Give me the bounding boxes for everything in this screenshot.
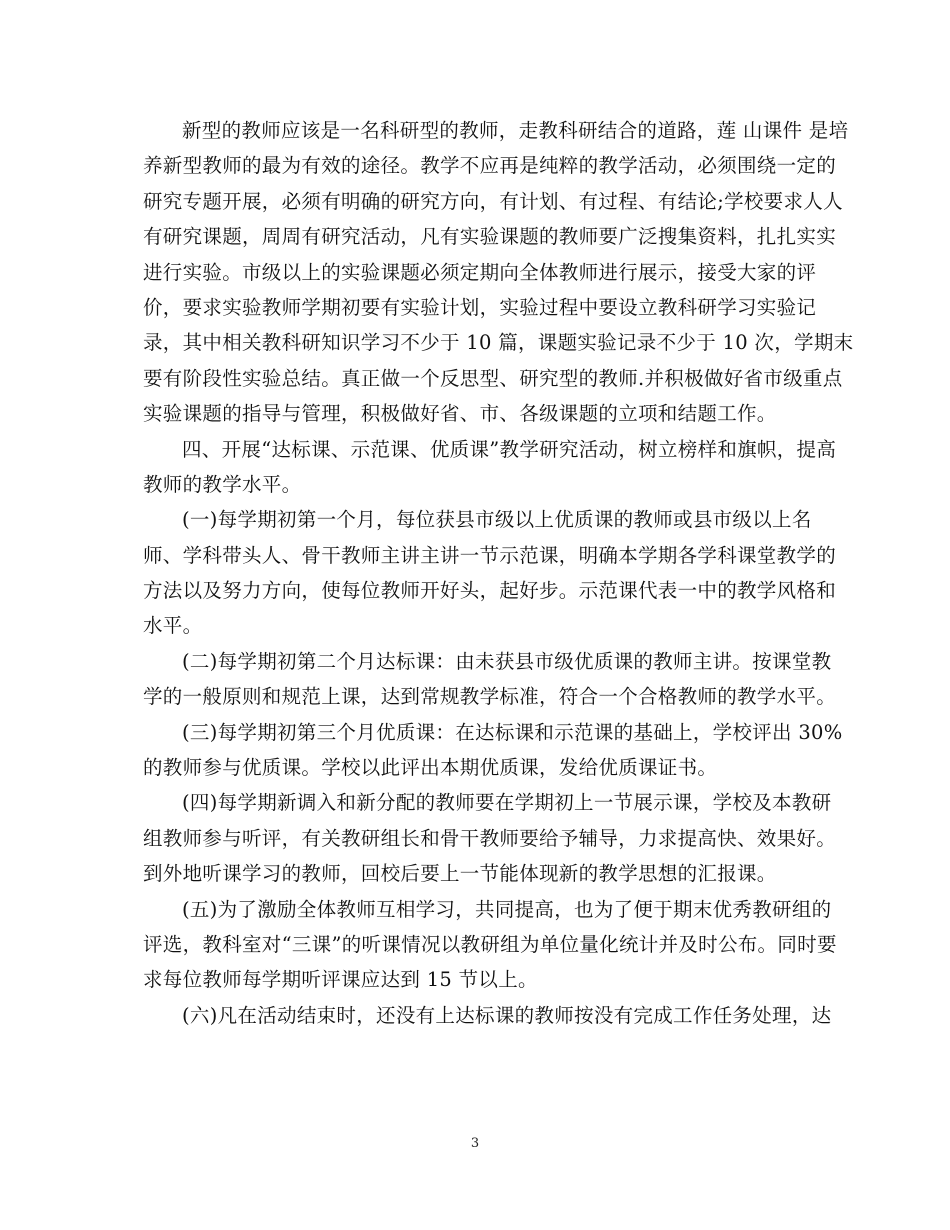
text-line: 有研究课题，周周有研究活动，凡有实验课题的教师要广泛搜集资料，扎扎实实: [143, 225, 837, 249]
text-line: 组教师参与听评，有关教研组长和骨干教师要给予辅导，力求提高快、效果好。: [143, 826, 837, 850]
text-line: 的教师参与优质课。学校以此评出本期优质课，发给优质课证书。: [143, 756, 718, 780]
text-line: 师、学科带头人、骨干教师主讲主讲一节示范课，明确本学期各学科课堂教学的: [143, 543, 837, 567]
text-line: 要有阶段性实验总结。真正做一个反思型、研究型的教师.并积极做好省市级重点: [143, 366, 843, 390]
text-line: (四)每学期新调入和新分配的教师要在学期初上一节展示课，学校及本教研: [182, 791, 832, 815]
text-line: (五)为了激励全体教师互相学习，共同提高，也为了便于期末优秀教研组的: [182, 897, 832, 921]
text-line: 评选，教科室对“三课”的听课情况以教研组为单位量化统计并及时公布。同时要: [143, 932, 837, 956]
page-number: 3: [470, 1136, 480, 1151]
text-line: 教师的教学水平。: [143, 472, 302, 496]
text-line: (三)每学期初第三个月优质课：在达标课和示范课的基础上，学校评出 30%: [182, 720, 843, 744]
text-line: 水平。: [143, 614, 203, 638]
text-line: 四、开展“达标课、示范课、优质课”教学研究活动，树立榜样和旗帜，提高: [182, 437, 837, 461]
text-line: 方法以及努力方向，使每位教师开好头，起好步。示范课代表一中的教学风格和: [143, 579, 837, 603]
text-line: 求每位教师每学期听评课应达到 15 节以上。: [143, 968, 538, 992]
text-line: 实验课题的指导与管理，积极做好省、市、各级课题的立项和结题工作。: [143, 402, 777, 426]
text-line: (一)每学期初第一个月，每位获县市级以上优质课的教师或县市级以上名: [182, 508, 812, 532]
body-text: [143, 113, 854, 1033]
text-line: 进行实验。市级以上的实验课题必须定期向全体教师进行展示，接受大家的评: [143, 260, 817, 284]
text-line: 价，要求实验教师学期初要有实验计划，实验过程中要设立教科研学习实验记: [143, 295, 817, 319]
text-line: 学的一般原则和规范上课，达到常规教学标准，符合一个合格教师的教学水平。: [143, 685, 837, 709]
text-line: 研究专题开展，必须有明确的研究方向，有计划、有过程、有结论;学校要求人人: [143, 189, 843, 213]
text-line: (六)凡在活动结束时，还没有上达标课的教师按没有完成工作任务处理，达: [182, 1003, 832, 1027]
text-line: (二)每学期初第二个月达标课：由未获县市级优质课的教师主讲。按课堂教: [182, 649, 832, 673]
text-line: 养新型教师的最为有效的途径。教学不应再是纯粹的教学活动，必须围绕一定的: [143, 154, 837, 178]
text-line: 录，其中相关教科研知识学习不少于 10 篇，课题实验记录不少于 10 次，学期末: [143, 331, 854, 355]
text-line: 到外地听课学习的教师，回校后要上一节能体现新的教学思想的汇报课。: [143, 862, 777, 886]
text-line: 新型的教师应该是一名科研型的教师，走教科研结合的道路，莲 山课件 是培: [182, 119, 849, 142]
